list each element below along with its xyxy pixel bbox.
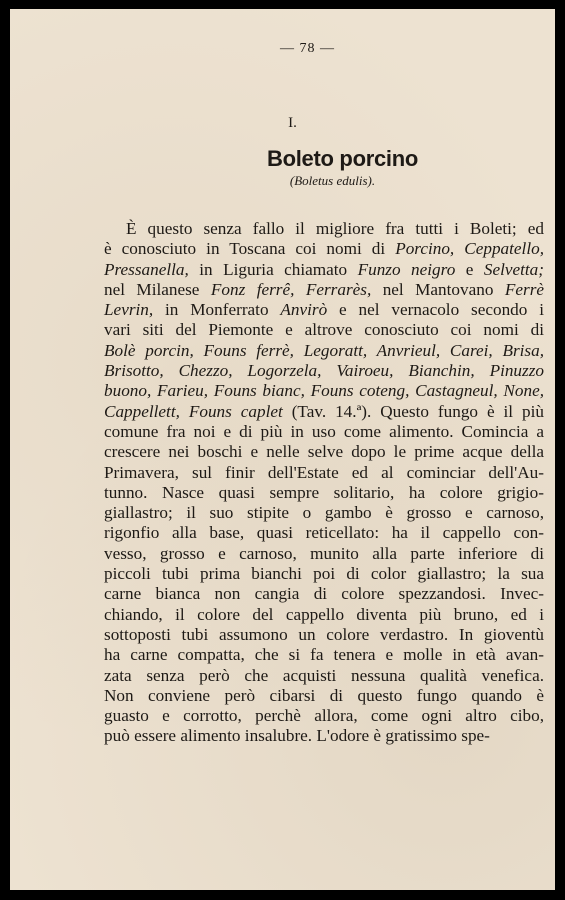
text-segment: buono, Farieu, Founs bianc, Founs coteng, Castagneul, None, (104, 381, 544, 401)
text-line (104, 300, 544, 320)
text-line (104, 483, 544, 503)
text-line (104, 706, 544, 726)
text-segment: tunno. Nasce quasi sempre solitario, ha colore grigio- (104, 482, 544, 502)
text-segment: Selvetta; (483, 259, 544, 279)
text-segment: e nel vernacolo secondo i (327, 300, 544, 320)
text-segment: Non conviene però cibarsi di questo fungo quando è (104, 685, 544, 705)
text-segment: in Monferrato (153, 300, 281, 320)
text-segment: in Liguria chiamato (188, 259, 358, 279)
text-segment: rigonfio alla base, quasi reticellato: ha il cappello con- (104, 523, 544, 543)
text-segment: può essere alimento insalubre. L'odore è gratissimo spe- (104, 726, 490, 746)
text-segment: comune fra noi e di più in uso come alimento. Comincia a (104, 421, 544, 441)
text-segment: zata senza però che acquisti nessuna qualità venefica. (104, 665, 544, 685)
text-line (104, 361, 544, 381)
text-segment: piccoli tubi prima bianchi poi di color giallastro; la sua (104, 564, 544, 584)
text-segment: (Tav. 14.ª). Questo fungo è il più (282, 401, 544, 421)
text-segment: Ferrè (504, 279, 545, 299)
text-line (104, 280, 544, 300)
section-subtitle: (Boletus edulis). (289, 173, 376, 188)
text-segment: sottoposti tubi assumono un colore verdastro. In gioventù (104, 624, 544, 644)
text-segment: carne bianca non cangia di colore spezzandosi. Invec- (104, 584, 544, 604)
text-line (104, 605, 544, 625)
text-segment: Porcino, Ceppatello, (395, 239, 544, 259)
text-line (104, 381, 544, 401)
text-line (104, 625, 544, 645)
text-line (104, 666, 544, 686)
text-segment: guasto e corrotto, perchè allora, come ogni altro cibo, (104, 706, 544, 726)
text-line (104, 686, 544, 706)
text-segment: chiando, il colore del cappello diventa più bruno, ed i (104, 604, 544, 624)
text-line (104, 523, 544, 543)
text-segment: Bolè porcin, Founs ferrè, Legoratt, Anvrieul, Carei, Brisa, (104, 340, 544, 360)
text-segment: Anvirò (280, 300, 328, 320)
section-title: Boleto porcino (266, 146, 418, 171)
text-segment: ha carne compatta, che si fa tenera e molle in età avan- (104, 645, 544, 665)
page-number: — 78 — (280, 41, 335, 56)
book-page (10, 9, 555, 890)
text-segment: giallastro; il suo stipite o gambo è grosso e carnoso, (104, 503, 544, 523)
text-line (104, 564, 544, 584)
text-segment: nel Mantovano (371, 279, 505, 299)
text-segment: Primavera, sul finir dell'Estate ed al cominciar dell'Au- (104, 462, 544, 482)
text-line (104, 219, 544, 239)
text-segment: Levrin, (104, 300, 154, 320)
text-segment: nel Milanese (104, 279, 211, 299)
text-segment: Brisotto, Chezzo, Logorzela, Vairoeu, Bianchin, Pinuzzo (104, 361, 544, 381)
text-line (104, 503, 544, 523)
text-line (104, 260, 544, 280)
text-segment: vesso, grosso e carnoso, munito alla parte inferiore di (104, 543, 544, 563)
body-paragraph (104, 219, 544, 747)
text-line (104, 320, 544, 340)
text-line (104, 544, 544, 564)
text-line (104, 422, 544, 442)
chapter-number: I. (288, 115, 297, 131)
text-line (104, 645, 544, 665)
text-line (104, 239, 544, 259)
text-segment: Pressanella, (104, 259, 189, 279)
text-segment: vari siti del Piemonte e altrove conosciuto coi nomi di (104, 320, 544, 340)
text-segment: È questo senza fallo il migliore fra tutti i Boleti; ed (126, 219, 544, 238)
text-segment: Fonz ferrê, Ferrarès, (210, 279, 372, 299)
text-line (104, 341, 544, 361)
text-line (104, 463, 544, 483)
text-segment: Funzo neigro (357, 259, 456, 279)
text-segment: crescere nei boschi e nelle selve dopo le prime acque della (104, 442, 544, 462)
text-segment: Cappellett, Founs caplet (104, 401, 283, 421)
text-line (104, 442, 544, 462)
text-line (104, 726, 544, 746)
text-segment: è conosciuto in Toscana coi nomi di (104, 239, 396, 259)
text-line (104, 584, 544, 604)
text-segment: e (455, 259, 484, 279)
text-line (104, 402, 544, 422)
